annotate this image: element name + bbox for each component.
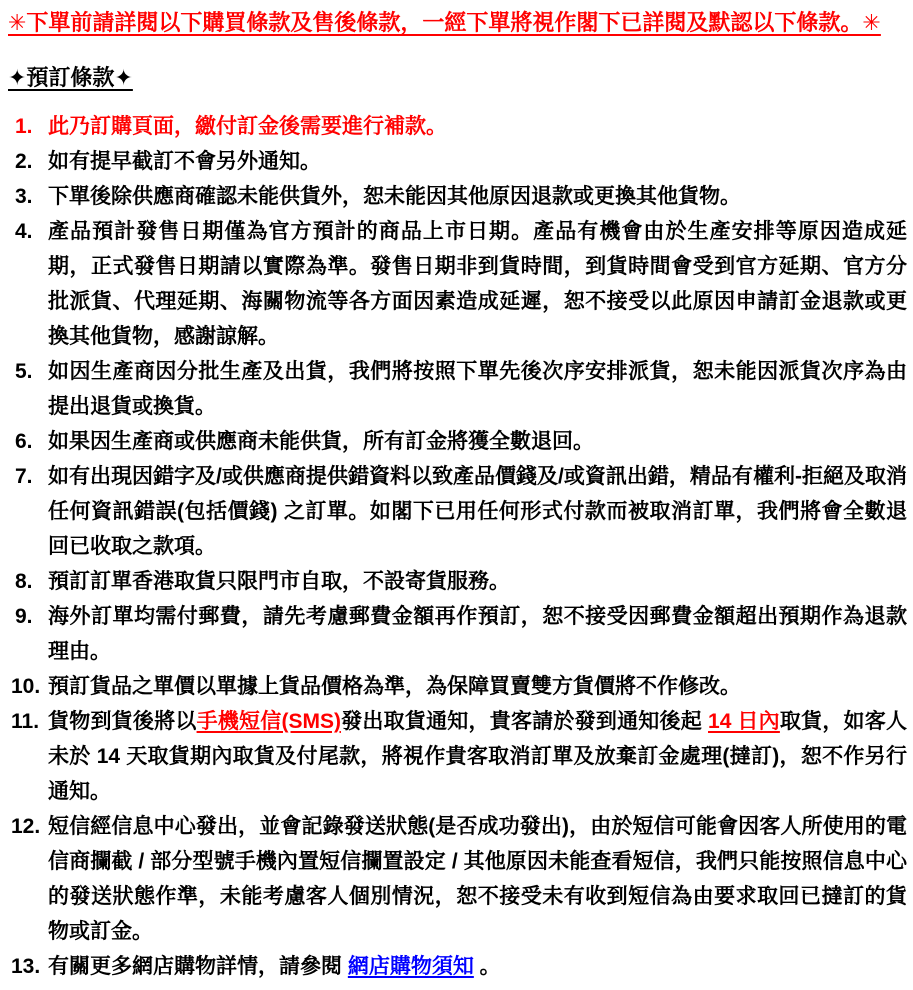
- term-number: 10.: [11, 675, 41, 698]
- term-number: 2.: [15, 150, 33, 173]
- term-text: [48, 150, 321, 173]
- term-text-segment: 短信經信息中心發出，並會記錄發送狀態(是否成功發出)，由於短信可能會因客人所使用的電信商攔截 / 部分型號手機內置短信攔置設定 / 其他原因未能查看短信，我們只能按照信息中心的發送狀態作準，未能考慮客人個別情況，恕不接受未有收到短信為由要求取回已撻訂的貨物或訂金。: [48, 815, 907, 943]
- term-item-12: [8, 809, 907, 949]
- term-text-segment: 貨物到貨後將以: [48, 710, 197, 733]
- term-text: [48, 115, 447, 138]
- term-item-8: [8, 564, 907, 599]
- term-text: [48, 955, 501, 978]
- term-text: [48, 570, 510, 593]
- term-text: [48, 465, 907, 558]
- term-number: 7.: [15, 465, 33, 488]
- term-text-segment: 發出取貨通知，貴客請於發到通知後起: [340, 710, 709, 733]
- term-text-segment: 預訂訂單香港取貨只限門市自取，不設寄貨服務。: [48, 570, 510, 593]
- term-text-segment: 如有提早截訂不會另外通知。: [48, 150, 321, 173]
- section-title-preorder: ✦預訂條款✦: [8, 65, 133, 90]
- term-number: 8.: [15, 570, 33, 593]
- term-text: [48, 710, 907, 803]
- term-item-7: [8, 459, 907, 564]
- term-item-13: [8, 949, 907, 984]
- term-text-segment: 此乃訂購頁面，繳付訂金後需要進行補款。: [48, 115, 447, 138]
- term-number: 12.: [11, 815, 41, 838]
- term-text-segment: 如因生產商因分批生產及出貨，我們將按照下單先後次序安排派貨，恕未能因派貨次序為由提出退貨或換貨。: [48, 360, 907, 418]
- preorder-terms-document: [8, 8, 907, 984]
- 14-days-highlight: 14 日內: [708, 710, 780, 733]
- term-text-segment: 如有出現因錯字及/或供應商提供錯資料以致產品價錢及/或資訊出錯，精品有權利-拒絕及取消任何資訊錯誤(包括價錢) 之訂單。如閣下已用任何形式付款而被取消訂單，我們將會全數退回已收取之款項。: [48, 465, 907, 558]
- term-number: 13.: [11, 955, 41, 978]
- term-text-segment: 取貨，如客人未於 14 天取貨期內取貨及付尾款，將視作貴客取消訂單及放棄訂金處理(撻訂)，恕不作另行通知。: [48, 710, 908, 803]
- term-text-segment: 預訂貨品之單價以單據上貨品價格為準，為保障買賣雙方貨價將不作修改。: [48, 675, 741, 698]
- warning-banner: ✳下單前請詳閱以下購買條款及售後條款，一經下單將視作閣下已詳閱及默認以下條款。✳: [8, 10, 881, 35]
- term-number: 9.: [15, 605, 33, 628]
- term-item-6: [8, 424, 907, 459]
- term-item-2: [8, 144, 907, 179]
- term-text: [48, 360, 907, 418]
- term-item-3: [8, 179, 907, 214]
- term-text-segment: 。: [473, 955, 501, 978]
- term-text-segment: 有關更多網店購物詳情，請參閱: [48, 955, 348, 978]
- term-number: 5.: [15, 360, 33, 383]
- term-text-segment: 海外訂單均需付郵費，請先考慮郵費金額再作預訂，恕不接受因郵費金額超出預期作為退款理由。: [48, 605, 907, 663]
- term-number: 3.: [15, 185, 33, 208]
- sms-highlight: 手機短信(SMS): [196, 710, 341, 733]
- term-number: 1.: [15, 115, 33, 138]
- term-item-11: [8, 704, 907, 809]
- term-text: [48, 675, 741, 698]
- term-number: 6.: [15, 430, 33, 453]
- term-text-segment: 產品預計發售日期僅為官方預計的商品上市日期。產品有機會由於生產安排等原因造成延期，正式發售日期請以實際為準。發售日期非到貨時間，到貨時間會受到官方延期、官方分批派貨、代理延期、海關物流等各方面因素造成延遲，恕不接受以此原因申請訂金退款或更換其他貨物，感謝諒解。: [48, 220, 907, 348]
- terms-list: [8, 109, 907, 984]
- term-item-9: [8, 599, 907, 669]
- store-shopping-guide-link[interactable]: 網店購物須知: [347, 955, 474, 978]
- term-number: 11.: [11, 710, 40, 733]
- term-text-segment: 下單後除供應商確認未能供貨外，恕未能因其他原因退款或更換其他貨物。: [48, 185, 741, 208]
- term-text: [48, 185, 741, 208]
- term-text: [48, 220, 907, 348]
- term-text: [48, 430, 594, 453]
- term-item-10: [8, 669, 907, 704]
- term-item-4: [8, 214, 907, 354]
- term-text: [48, 605, 907, 663]
- term-text-segment: 如果因生產商或供應商未能供貨，所有訂金將獲全數退回。: [48, 430, 594, 453]
- term-text: [48, 815, 907, 943]
- term-item-1: [8, 109, 907, 144]
- term-item-5: [8, 354, 907, 424]
- term-number: 4.: [15, 220, 33, 243]
